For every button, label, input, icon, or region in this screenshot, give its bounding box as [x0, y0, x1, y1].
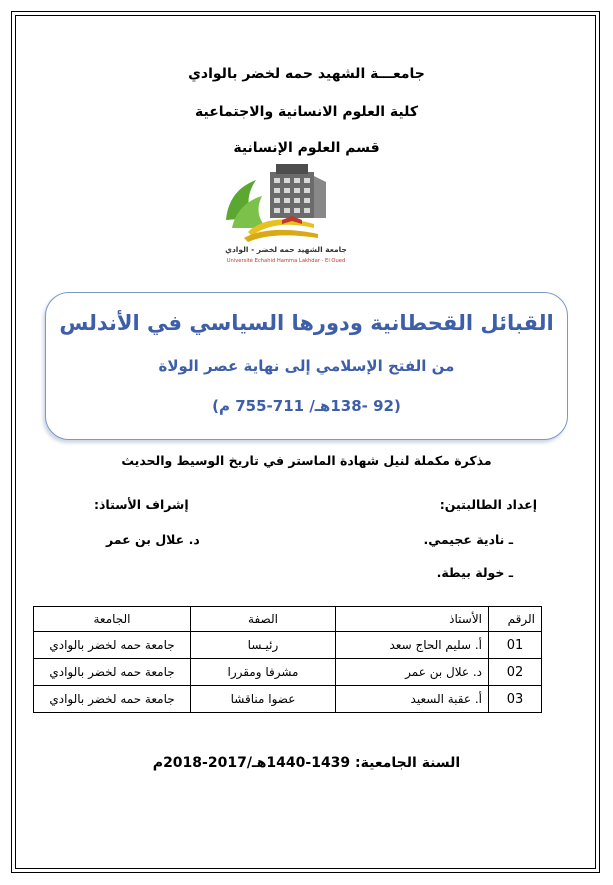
header-university: الجامعة [34, 607, 191, 632]
thesis-subtitle: من الفتح الإسلامي إلى نهاية عصر الولاة [158, 357, 455, 375]
memo-description: مذكرة مكملة لنيل شهادة الماستر في تاريخ الوسيط والحديث [121, 453, 492, 468]
student-name-2: ـ خولة بيطة. [436, 565, 513, 580]
logo-caption-ar: جامعة الشهيد حمه لخضر - الوادي [225, 245, 347, 254]
thesis-title: القبائل القحطانية ودورها السياسي في الأندلس [59, 311, 554, 335]
thesis-title-box [45, 292, 568, 440]
table-row [34, 632, 542, 659]
department-name: قسم العلوم الإنسانية [233, 140, 380, 156]
header-role: الصفة [191, 607, 336, 632]
table-row [34, 659, 542, 686]
faculty-name: كلية العلوم الانسانية والاجتماعية [195, 104, 418, 120]
row-number: 03 [489, 686, 542, 713]
students-label: إعداد الطالبتين: [439, 497, 537, 512]
row-professor: د. علال بن عمر [336, 659, 489, 686]
logo-caption-fr: Université Echahid Hamma Lakhdar - El Oued [226, 258, 346, 264]
row-university: جامعة حمه لخضر بالوادي [34, 659, 191, 686]
academic-year: السنة الجامعية: 1439-1440هـ/2017-2018م [152, 755, 461, 771]
university-logo [218, 158, 348, 266]
header-professor: الأستاذ [336, 607, 489, 632]
university-name: جامعـــة الشهيد حمه لخضر بالوادي [188, 66, 425, 82]
supervisor-name: د. علال بن عمر [106, 532, 200, 547]
row-number: 02 [489, 659, 542, 686]
table-header-row [34, 607, 542, 632]
row-role: مشرفا ومقررا [191, 659, 336, 686]
row-role: عضوا مناقشا [191, 686, 336, 713]
row-professor: أ. سليم الحاج سعد [336, 632, 489, 659]
committee-table [33, 606, 542, 713]
header-number: الرقم [489, 607, 542, 632]
row-number: 01 [489, 632, 542, 659]
table-row [34, 686, 542, 713]
row-university: جامعة حمه لخضر بالوادي [34, 686, 191, 713]
supervisor-label: إشراف الأستاذ: [94, 497, 189, 512]
row-role: رئيـسا [191, 632, 336, 659]
thesis-dates: (92 -138هـ/ 711-755 م) [212, 397, 401, 415]
student-name-1: ـ نادية عجيمي. [423, 532, 513, 547]
row-university: جامعة حمه لخضر بالوادي [34, 632, 191, 659]
row-professor: أ. عقبة السعيد [336, 686, 489, 713]
